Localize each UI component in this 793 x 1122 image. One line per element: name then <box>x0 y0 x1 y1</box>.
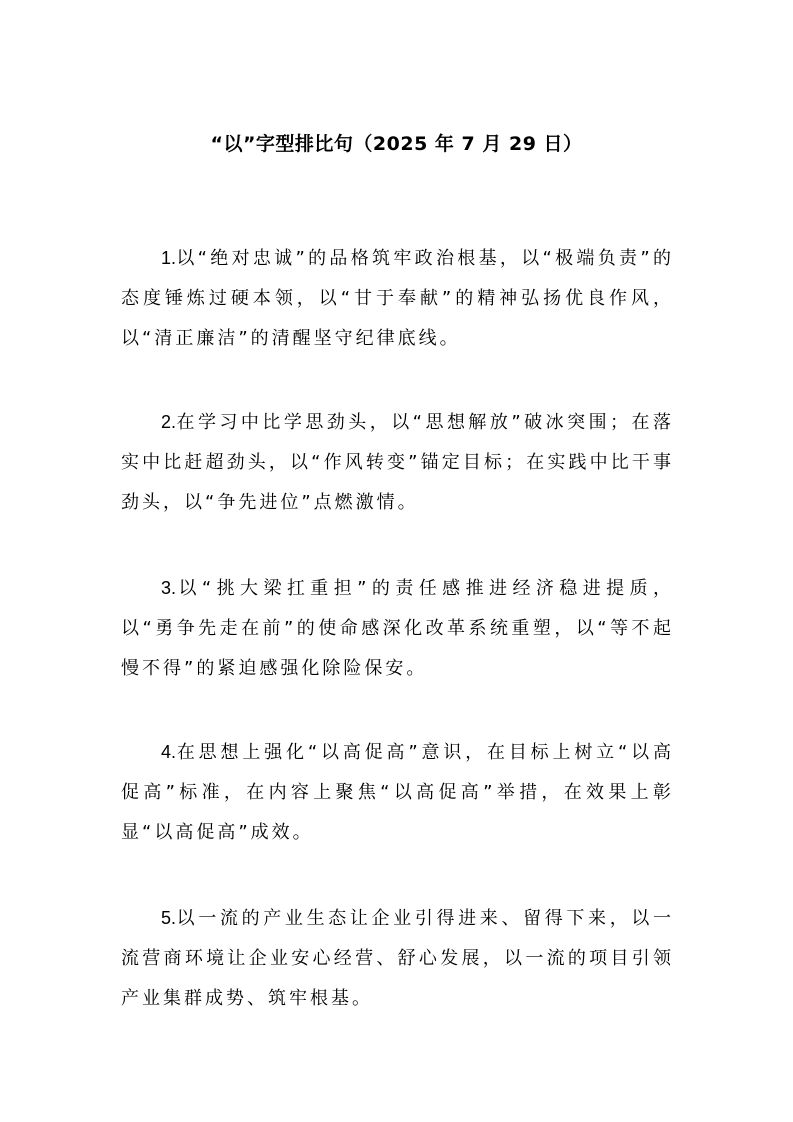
paragraph-text: 在学习中比学思劲头，以“思想解放”破冰突围；在落实中比赶超劲头，以“作风转变”锚定目标；在实践中比干事劲头，以“争先进位”点燃激情。 <box>121 412 674 513</box>
document-title: “以”字型排比句（2025 年 7 月 29 日） <box>210 133 583 155</box>
paragraph-4 <box>121 732 674 853</box>
paragraph-text: 以一流的产业生态让企业引得进来、留得下来，以一流营商环境让企业安心经营、舒心发展，以一流的项目引领产业集群成势、筑牢根基。 <box>121 908 674 1009</box>
paragraph-3 <box>121 568 674 689</box>
paragraph-2 <box>121 402 674 523</box>
paragraph-5 <box>121 898 674 1019</box>
paragraph-number: 2. <box>161 412 177 432</box>
paragraph-text: 在思想上强化“以高促高”意识，在目标上树立“以高促高”标准，在内容上聚焦“以高促高”举措，在效果上彰显“以高促高”成效。 <box>121 742 674 843</box>
paragraph-text: 以“挑大梁扛重担”的责任感推进经济稳进提质，以“勇争先走在前”的使命感深化改革系统重塑，以“等不起慢不得”的紧迫感强化除险保安。 <box>121 578 674 679</box>
paragraph-1 <box>121 238 674 359</box>
paragraph-text: 以“绝对忠诚”的品格筑牢政治根基，以“极端负责”的态度锤炼过硬本领，以“甘于奉献”的精神弘扬优良作风，以“清正廉洁”的清醒坚守纪律底线。 <box>121 248 674 349</box>
paragraph-number: 1. <box>161 248 177 268</box>
paragraph-number: 5. <box>161 908 177 928</box>
paragraph-number: 3. <box>161 578 177 598</box>
paragraph-number: 4. <box>161 742 177 762</box>
